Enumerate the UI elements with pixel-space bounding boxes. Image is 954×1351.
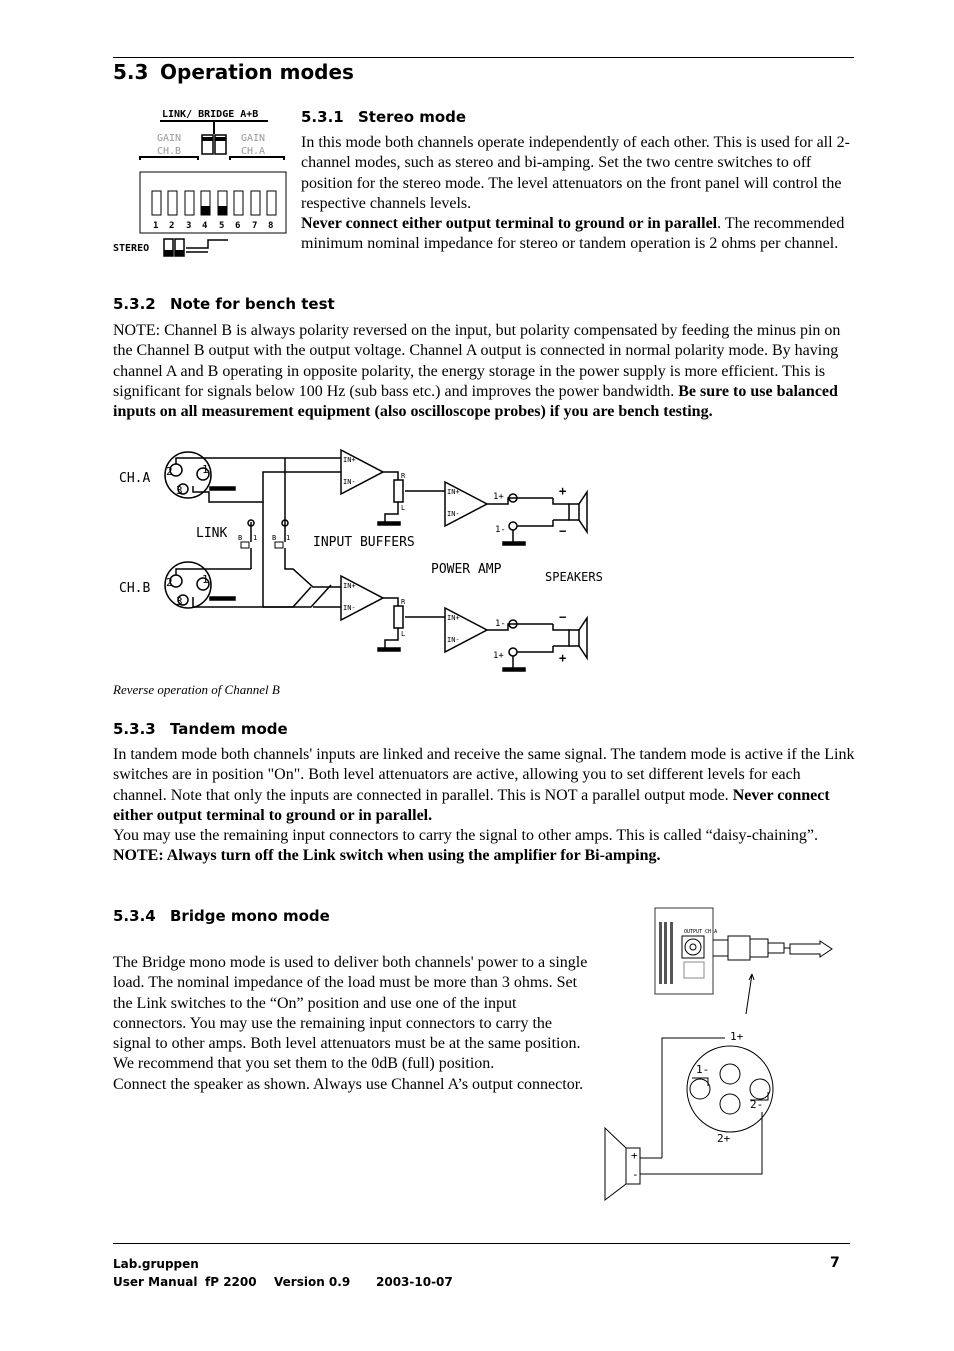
pin-label: IN+ xyxy=(447,614,460,622)
dip-switches xyxy=(152,191,276,215)
footer-manual: User Manual fP 2200 Version 0.9 2003-10-07 xyxy=(113,1275,453,1289)
stereo-paragraph: In this mode both channels operate independently of each other. This is used for all 2-channel modes, such as stereo and bi-amping. Set the two centre switches to off position for the stereo mode. The level attenuators on the front panel will control the respective channels levels. Never connect either output terminal to ground or in parallel. The recommended minimum nominal impedance for stereo or tandem operation is 2 ohms per channel. xyxy=(301,134,850,253)
link-bridge-label: LINK/ BRIDGE A+B xyxy=(162,109,259,120)
pin-label: IN+ xyxy=(343,582,356,590)
polarity-label: + xyxy=(559,484,567,498)
polarity-label: + xyxy=(559,651,567,665)
polarity-label: − xyxy=(559,610,567,624)
bridge-heading: 5.3.4 Bridge mono mode xyxy=(113,907,330,925)
pin-label: 1 xyxy=(202,463,209,476)
footer-brand: Lab.gruppen xyxy=(113,1257,199,1271)
pin-label: R xyxy=(401,472,406,480)
pin-1minus-label: 1- xyxy=(696,1063,710,1076)
footer-page-number: 7 xyxy=(830,1255,840,1271)
pin-label: 3 xyxy=(176,484,183,497)
speakers-label: SPEAKERS xyxy=(545,570,603,584)
gain-b-label-1: GAIN xyxy=(157,133,182,144)
pin-label: 1- xyxy=(495,525,506,535)
polarity-label: − xyxy=(559,524,567,538)
speaker-plus-label: + xyxy=(631,1149,638,1162)
dip-number: 4 xyxy=(202,221,208,231)
power-amp-label: POWER AMP xyxy=(431,562,502,577)
bench-heading: 5.3.2 Note for bench test xyxy=(113,295,335,313)
pin-label: L xyxy=(401,630,406,638)
footer-rule xyxy=(113,1243,850,1244)
section-heading: 5.3 Operation modes xyxy=(113,60,354,84)
pin-label: B xyxy=(272,534,277,542)
pin-label: IN- xyxy=(447,636,460,644)
pin-label: R xyxy=(401,598,406,606)
pin-label: 1+ xyxy=(493,492,504,502)
pin-label: 2 xyxy=(166,465,173,478)
pin-label: 1- xyxy=(495,619,506,629)
pin-label: 1 xyxy=(253,534,258,542)
gain-b-label-2: CH.B xyxy=(157,146,182,157)
pin-1plus-label: 1+ xyxy=(730,1030,744,1043)
speaker-a-icon xyxy=(569,504,579,520)
pin-label: IN- xyxy=(343,604,356,612)
dip-number: 3 xyxy=(186,221,192,231)
gain-a-label-2: CH.A xyxy=(241,146,266,157)
ch-b-label: CH.B xyxy=(119,581,151,596)
pin-label: B xyxy=(238,534,243,542)
pin-label: IN+ xyxy=(447,488,460,496)
pin-label: IN+ xyxy=(343,456,356,464)
pin-2minus-label: 2- xyxy=(750,1098,764,1111)
pin-label: 3 xyxy=(176,595,183,608)
speaker-minus-label: - xyxy=(632,1168,639,1181)
pin-label: 2 xyxy=(166,576,173,589)
link-label: LINK xyxy=(196,526,228,541)
bench-paragraph: NOTE: Channel B is always polarity reversed on the input, but polarity compensated by feeding the minus pin on the Channel B output with the output voltage. Channel A output is connected in normal polarity mode. By having channel A and B operating in opposite polarity, the energy storage in the power supply is more efficient. This is significant for signals below 100 Hz (sub bass etc.) and improves the power bandwidth. Be sure to use balanced inputs on all measurement equipment (also oscilloscope probes) if you are bench testing. xyxy=(113,322,841,421)
arrow-right-icon xyxy=(790,941,832,957)
pin-2plus-label: 2+ xyxy=(717,1132,731,1145)
dip-number: 8 xyxy=(268,221,274,231)
bridge-paragraph: The Bridge mono mode is used to deliver both channels' power to a single load. The nominal impedance of the load must be more than 3 ohms. Set the Link switches to the “On” position and use one of the input connectors. You may use the remaining input connectors to carry the signal to other amps. Both level attenuators must be at the same position. We recommend that you set them to the 0dB (full) position. Connect the speaker as shown. Always use Channel A’s output connector. xyxy=(113,954,588,1093)
stereo-dip-switch-figure xyxy=(110,104,295,264)
dip-number: 6 xyxy=(235,221,241,231)
bench-test-schematic xyxy=(113,442,633,677)
figure-caption: Reverse operation of Channel B xyxy=(113,682,280,697)
pin-label: 1 xyxy=(286,534,291,542)
gain-a-label-1: GAIN xyxy=(241,133,266,144)
pin-label: IN- xyxy=(343,478,356,486)
stereo-label: STEREO xyxy=(113,243,150,254)
header-rule xyxy=(113,57,854,58)
tandem-heading: 5.3.3 Tandem mode xyxy=(113,720,288,738)
dip-number: 1 xyxy=(153,221,159,231)
output-ch-a-label: OUTPUT CH A xyxy=(684,929,718,935)
pin-label: L xyxy=(401,504,406,512)
pin-label: 1 xyxy=(202,573,209,586)
speaker-b-icon xyxy=(569,630,579,646)
tandem-paragraph: In tandem mode both channels' inputs are linked and receive the same signal. The tandem mode is active if the Link switches are in position "On". Both level attenuators are active, allowing you to set different levels for each channel. Note that only the inputs are connected in parallel. This is NOT a parallel output mode. Never connect either output terminal to ground or in parallel. You may use the remaining input connectors to carry the signal to other amps. This is called “daisy-chaining”. NOTE: Always turn off the Link switch when using the amplifier for Bi-amping. xyxy=(113,746,855,865)
ch-a-label: CH.A xyxy=(119,471,151,486)
input-buffers-label: INPUT BUFFERS xyxy=(313,535,415,550)
pin-label: 1+ xyxy=(493,651,504,661)
stereo-heading: 5.3.1 Stereo mode xyxy=(301,108,467,126)
dip-number: 7 xyxy=(252,221,258,231)
dip-number: 2 xyxy=(169,221,175,231)
bridge-wiring-figure xyxy=(600,902,840,1204)
dip-number: 5 xyxy=(219,221,225,231)
pin-label: IN- xyxy=(447,510,460,518)
